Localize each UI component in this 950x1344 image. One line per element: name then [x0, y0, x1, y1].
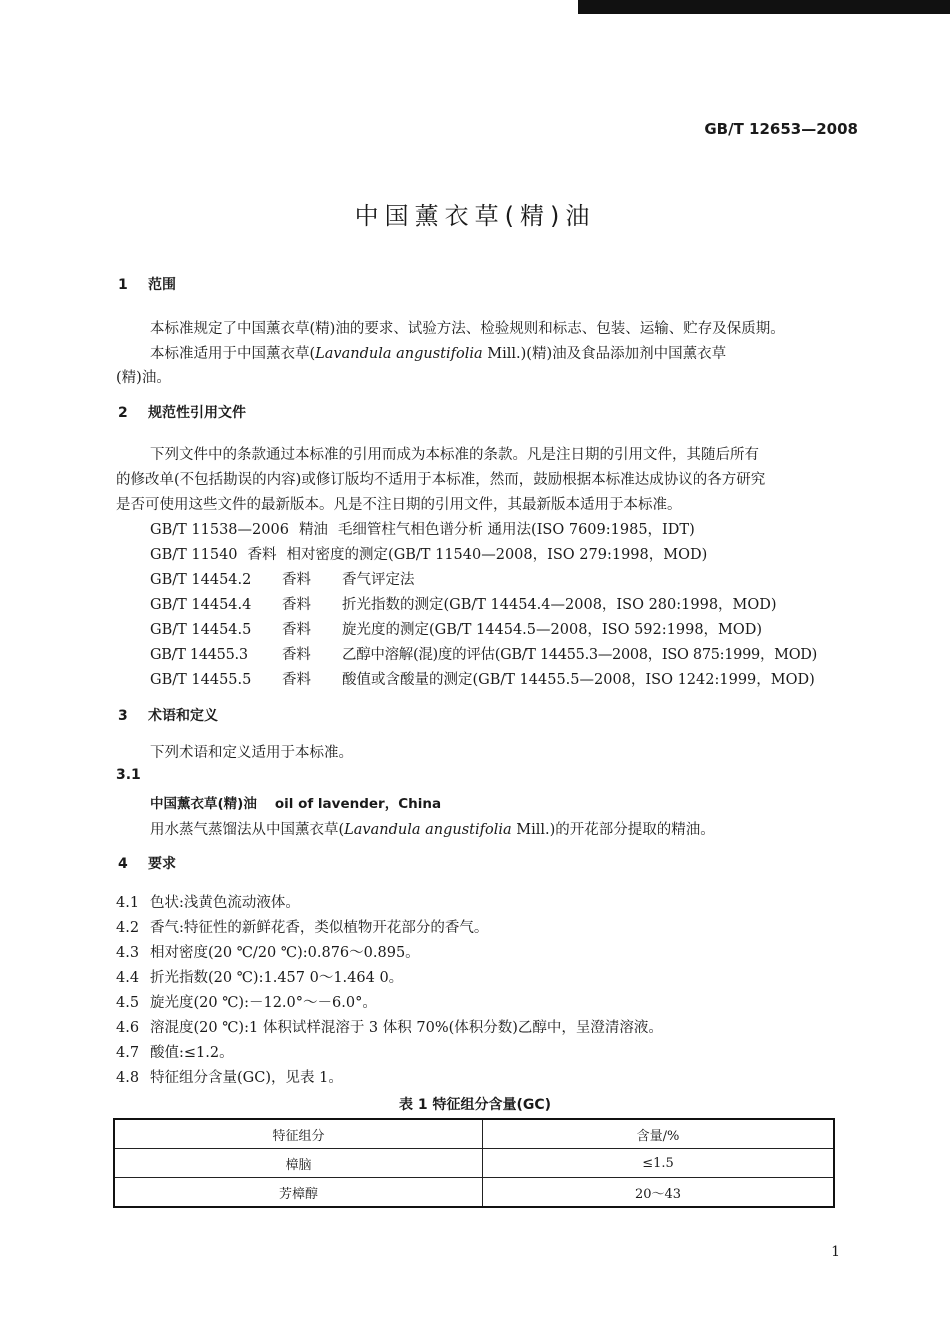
item-number: 4.2 — [116, 920, 140, 936]
item-text: 酸值:≤1.2。 — [150, 1045, 234, 1061]
table-header-cell: 特征组分 — [114, 1119, 483, 1149]
section-title: 术语和定义 — [148, 708, 218, 724]
refs-intro-line-3: 是否可使用这些文件的最新版本。凡是不注日期的引用文件，其最新版本适用于本标准。 — [116, 497, 682, 513]
ref-category: 香料 — [282, 622, 311, 638]
item-number: 4.6 — [116, 1020, 140, 1036]
subsection-number: 3.1 — [116, 767, 141, 783]
table-header-cell: 含量/% — [483, 1119, 835, 1149]
ref-doc-number: GB/T 11538—2006 — [150, 522, 289, 538]
scope-paragraph-2: 本标准适用于中国薰衣草(Lavandula angustifolia Mill.)(精)油及食品添加剂中国薰衣草 — [150, 346, 727, 362]
ref-title: 乙醇中溶解(混)度的评估(GB/T 14455.3—2008，ISO 875:1999，MOD) — [342, 647, 817, 663]
latin-name: Lavandula angustifolia — [315, 346, 483, 362]
requirement-item — [116, 891, 300, 912]
table-row — [114, 1178, 834, 1208]
section-title: 规范性引用文件 — [148, 405, 246, 421]
ref-doc-number: GB/T 11540 — [150, 547, 238, 563]
table-cell: ≤1.5 — [483, 1149, 835, 1178]
ref-category: 香料 — [247, 547, 277, 563]
ref-category: 香料 — [282, 597, 311, 613]
latin-name: Lavandula angustifolia — [344, 822, 512, 838]
ref-title: 香气评定法 — [342, 572, 415, 588]
top-border-bar — [578, 0, 950, 14]
section-title: 要求 — [148, 856, 176, 872]
reference-item — [150, 518, 695, 539]
ref-category: 精油 — [298, 522, 328, 538]
requirement-item — [116, 991, 377, 1012]
reference-item — [150, 643, 817, 664]
reference-item — [150, 593, 777, 614]
section-number: 2 — [118, 405, 128, 421]
ref-category: 香料 — [282, 647, 311, 663]
requirement-item — [116, 1041, 234, 1062]
scope-paragraph-2-cont: (精)油。 — [116, 370, 171, 386]
ref-doc-number: GB/T 14455.3 — [150, 647, 248, 663]
table-row — [114, 1149, 834, 1178]
reference-item — [150, 668, 815, 689]
section-4-heading — [118, 853, 176, 873]
table-caption: 表 1 特征组分含量(GC) — [398, 1097, 552, 1113]
term-entry — [150, 792, 441, 812]
term-chinese: 中国薰衣草(精)油 — [150, 796, 257, 812]
ref-title: 折光指数的测定(GB/T 14454.4—2008，ISO 280:1998，MOD) — [342, 597, 777, 613]
requirement-item — [116, 941, 420, 962]
section-number: 3 — [118, 708, 128, 724]
ref-doc-number: GB/T 14454.5 — [150, 622, 252, 638]
section-1-heading — [118, 274, 176, 294]
ref-category: 香料 — [282, 672, 311, 688]
item-text: 相对密度(20 ℃/20 ℃):0.876～0.895。 — [150, 945, 420, 961]
table-header-row — [114, 1119, 834, 1149]
item-text: 香气:特征性的新鲜花香，类似植物开花部分的香气。 — [150, 920, 489, 936]
terms-intro: 下列术语和定义适用于本标准。 — [150, 745, 353, 761]
reference-item — [150, 568, 415, 589]
item-text: 旋光度(20 ℃):－12.0°～－6.0°。 — [150, 995, 377, 1011]
ref-title: 相对密度的测定(GB/T 11540—2008，ISO 279:1998，MOD) — [286, 547, 708, 563]
section-number: 1 — [118, 277, 128, 293]
ref-doc-number: GB/T 14454.4 — [150, 597, 252, 613]
requirement-item — [116, 966, 403, 987]
item-number: 4.3 — [116, 945, 140, 961]
ref-title: 旋光度的测定(GB/T 14454.5—2008，ISO 592:1998，MOD) — [342, 622, 763, 638]
ref-doc-number: GB/T 14455.5 — [150, 672, 252, 688]
item-number: 4.1 — [116, 895, 140, 911]
table-cell: 20～43 — [483, 1178, 835, 1208]
table-cell: 樟脑 — [114, 1149, 483, 1178]
refs-intro-line-2: 的修改单(不包括勘误的内容)或修订版均不适用于本标准，然而，鼓励根据本标准达成协议的各方研究 — [116, 472, 766, 488]
components-table — [113, 1118, 835, 1208]
ref-category: 香料 — [282, 572, 311, 588]
ref-title: 酸值或含酸量的测定(GB/T 14455.5—2008，ISO 1242:1999，MOD) — [342, 672, 815, 688]
document-title: 中国薰衣草(精)油 — [354, 202, 596, 230]
item-number: 4.4 — [116, 970, 140, 986]
reference-item — [150, 618, 762, 639]
item-number: 4.5 — [116, 995, 140, 1011]
ref-doc-number: GB/T 14454.2 — [150, 572, 252, 588]
refs-intro-line-1: 下列文件中的条款通过本标准的引用而成为本标准的条款。凡是注日期的引用文件，其随后所有 — [150, 447, 759, 463]
section-2-heading — [118, 402, 246, 422]
section-3-heading — [118, 705, 218, 725]
page-number: 1 — [831, 1244, 840, 1260]
requirement-item — [116, 1016, 663, 1037]
section-number: 4 — [118, 856, 128, 872]
term-definition: 用水蒸气蒸馏法从中国薰衣草(Lavandula angustifolia Mill.)的开花部分提取的精油。 — [150, 822, 715, 838]
item-text: 色状:浅黄色流动液体。 — [150, 895, 300, 911]
item-text: 溶混度(20 ℃):1 体积试样混溶于 3 体积 70%(体积分数)乙醇中，呈澄清溶液。 — [150, 1020, 663, 1036]
table-cell: 芳樟醇 — [114, 1178, 483, 1208]
standard-code: GB/T 12653—2008 — [704, 120, 858, 138]
ref-title: 毛细管柱气相色谱分析 通用法(ISO 7609:1985，IDT) — [337, 522, 695, 538]
scope-paragraph-1: 本标准规定了中国薰衣草(精)油的要求、试验方法、检验规则和标志、包装、运输、贮存及保质期。 — [150, 321, 785, 337]
item-number: 4.8 — [116, 1070, 140, 1086]
item-text: 特征组分含量(GC)，见表 1。 — [150, 1070, 343, 1086]
item-text: 折光指数(20 ℃):1.457 0～1.464 0。 — [150, 970, 404, 986]
reference-item — [150, 543, 707, 564]
requirement-item — [116, 916, 488, 937]
item-number: 4.7 — [116, 1045, 140, 1061]
section-title: 范围 — [148, 277, 176, 293]
term-english: oil of lavender，China — [274, 796, 442, 812]
requirement-item — [116, 1066, 343, 1087]
